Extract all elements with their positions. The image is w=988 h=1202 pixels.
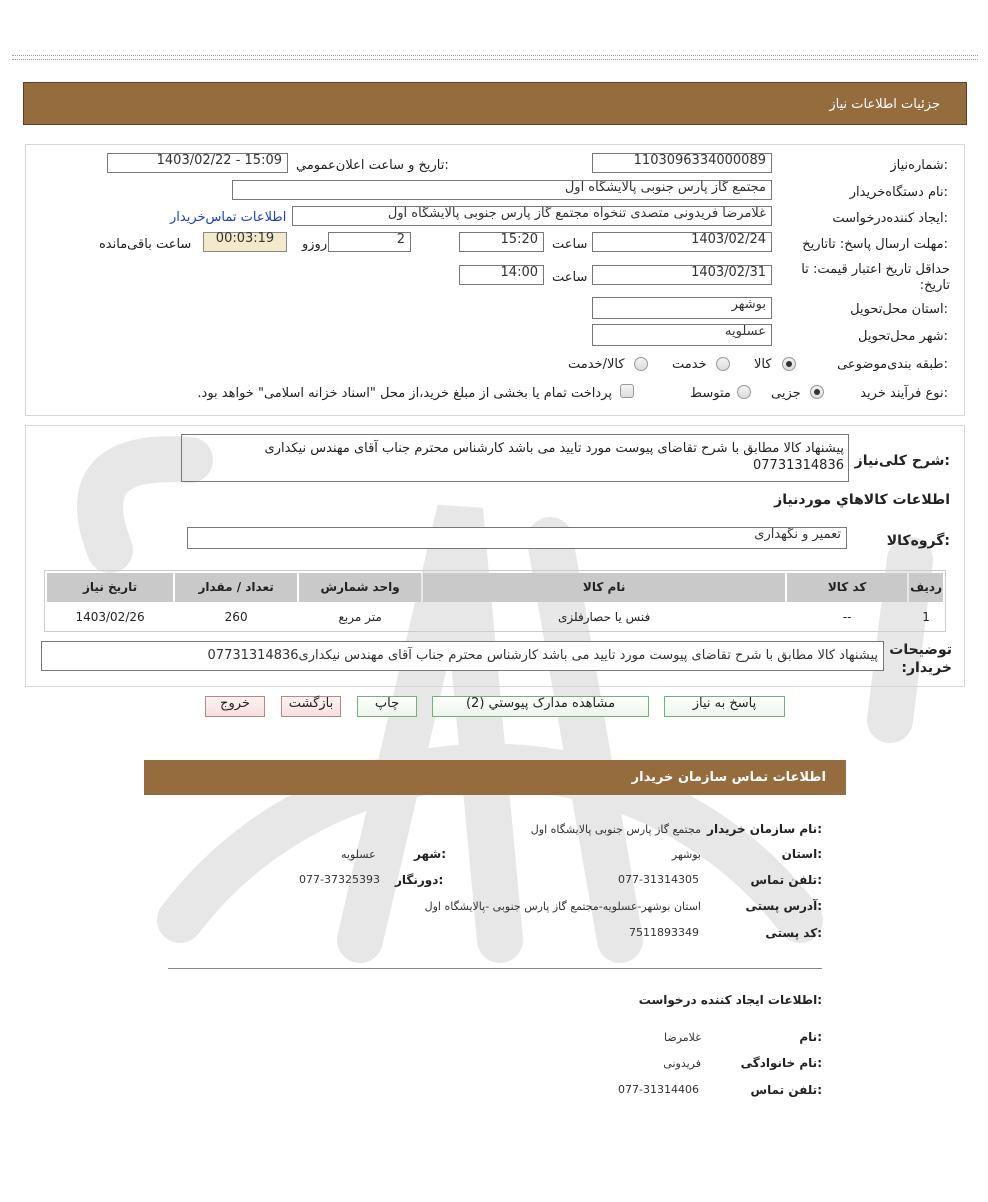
goods-table (45, 571, 945, 632)
remaining-label: ساعت باقی‌مانده (99, 237, 192, 252)
contact-postal-label: کد پستی: (765, 926, 822, 940)
deadline-date-field: 1403/02/24 (592, 232, 772, 252)
page-title: جزئیات اطلاعات نیاز (829, 97, 940, 112)
contact-header (144, 760, 846, 795)
contact-address-value: استان بوشهر-عسلویه-مجتمع گاز پارس جنوبی -پالایشگاه اول (424, 900, 701, 913)
creator-first-name-value: غلامرضا (664, 1031, 701, 1044)
contact-city-label: شهر: (414, 847, 446, 861)
price-validity-label: حداقل تاریخ اعتبار قیمت: تا تاریخ: (801, 262, 950, 293)
announce-label: تاریخ و ساعت اعلان‌عمومي: (296, 158, 449, 173)
payment-note: پرداخت تمام یا بخشی از مبلغ خرید،از محل "اسناد خزانه اسلامی" خواهد بود. (197, 386, 612, 401)
col-code: کد کالا (787, 573, 907, 602)
creator-last-name-value: فریدونی (663, 1057, 701, 1070)
days-label: روزو (302, 237, 328, 252)
process-option-medium: متوسط (690, 386, 731, 401)
price-validity-time: 14:00 (459, 265, 544, 285)
category-radio-service[interactable] (716, 357, 730, 371)
creator-field: غلامرضا فریدونی متصدی تنخواه مجتمع گاز پارس جنوبی پالایشگاه اول (292, 206, 772, 226)
col-name: نام کالا (423, 573, 785, 602)
contact-city-value: عسلویه (341, 848, 376, 861)
buyer-contact-link[interactable]: اطلاعات تماس‌خریدار (170, 210, 287, 225)
cell-code: -- (842, 610, 852, 624)
buyer-notes-field: پیشنهاد کالا مطابق با شرح تقاضای پیوست مورد تایید می باشد کارشناس محترم جناب آقای مهندس نیکداری07731314836 (41, 641, 884, 671)
contact-title: اطلاعات تماس سازمان خریدار (631, 770, 826, 785)
price-validity-hour-label: ساعت (552, 270, 588, 285)
contact-org-label: نام سازمان خریدار: (707, 822, 822, 836)
remaining-time: 00:03:19 (203, 232, 287, 252)
col-unit: واحد شمارش (299, 573, 421, 602)
cell-unit: متر مربع (338, 610, 382, 624)
table-row (47, 604, 943, 630)
process-label: نوع فرآیند خرید: (860, 386, 948, 401)
category-label: طبقه بندی‌موضوعی: (837, 357, 948, 372)
creator-phone-value: 077-31314406 (618, 1083, 699, 1096)
summary-box (181, 434, 849, 482)
category-option-goods: کالا (754, 357, 772, 372)
summary-line-2: 07731314836 (753, 458, 844, 473)
buyer-org-label: نام دستگاه‌خریدار: (849, 185, 948, 200)
contact-address-label: آدرس پستی: (745, 899, 822, 913)
category-option-service: خدمت (672, 357, 707, 372)
cell-name: فنس یا حصارفلزی (557, 610, 651, 624)
province-field: بوشهر (592, 297, 772, 319)
province-label: استان محل‌تحویل: (850, 302, 948, 317)
contact-province-value: بوشهر (671, 848, 701, 861)
contact-phone-label: تلفن تماس: (750, 873, 822, 887)
goods-info-heading: اطلاعات کالاهاي موردنیاز (774, 492, 950, 508)
contact-fax-label: دورنگار: (395, 873, 444, 887)
page-header (23, 82, 967, 125)
contact-phone-value: 077-31314305 (618, 873, 699, 886)
back-button[interactable]: بازگشت (281, 696, 341, 717)
exit-button[interactable]: خروج (205, 696, 265, 717)
creator-info-heading: اطلاعات ایجاد کننده درخواست: (638, 993, 822, 1007)
deadline-time-field: 15:20 (459, 232, 544, 252)
summary-label: شرح کلی‌نیاز: (854, 453, 950, 469)
contact-postal-value: 7511893349 (629, 926, 699, 939)
need-number-label: شماره‌نیاز: (890, 158, 948, 173)
process-radio-medium[interactable] (737, 385, 751, 399)
category-radio-goods[interactable] (782, 357, 796, 371)
top-divider (12, 55, 978, 60)
view-documents-button[interactable]: مشاهده مدارک پیوستي (2) (432, 696, 649, 717)
print-button[interactable]: چاپ (357, 696, 417, 717)
contact-org-value: مجتمع گاز پارس جنوبی پالایشگاه اول (530, 823, 701, 836)
col-date: تاریخ نیاز (47, 573, 173, 602)
category-radio-both[interactable] (634, 357, 648, 371)
contact-fax-value: 077-37325393 (299, 873, 380, 886)
deadline-hour-label: ساعت (552, 237, 588, 252)
category-option-both: کالا/خدمت (568, 357, 625, 372)
contact-divider (168, 968, 822, 969)
contact-province-label: استان: (781, 847, 822, 861)
price-validity-date: 1403/02/31 (592, 265, 772, 285)
city-field: عسلویه (592, 324, 772, 346)
col-qty: تعداد / مقدار (175, 573, 297, 602)
goods-table-frame (44, 570, 946, 632)
goods-group-field: تعمیر و نگهداری (187, 527, 847, 549)
creator-label: ایجاد کننده‌درخواست: (832, 211, 948, 226)
cell-row: 1 (922, 610, 930, 624)
cell-qty: 260 (224, 610, 248, 624)
need-number-field: 1103096334000089 (592, 153, 772, 173)
goods-table-header (47, 573, 943, 602)
announce-field: 1403/02/22 - 15:09 (107, 153, 288, 173)
creator-last-name-label: نام خانوادگی: (740, 1056, 822, 1070)
reply-button[interactable]: پاسخ به نیاز (664, 696, 785, 717)
goods-group-label: گروه‌کالا: (886, 533, 950, 549)
process-radio-minor[interactable] (810, 385, 824, 399)
buyer-notes-label: توضیحات خریدار: (889, 642, 952, 676)
creator-phone-label: تلفن تماس: (750, 1083, 822, 1097)
city-label: شهر محل‌تحویل: (858, 329, 948, 344)
col-row: ردیف (909, 573, 943, 602)
buyer-org-field: مجتمع گاز پارس جنوبی پالایشگاه اول (232, 180, 772, 200)
creator-first-name-label: نام: (799, 1030, 822, 1044)
process-option-minor: جزیی (771, 386, 801, 401)
days-field: 2 (328, 232, 411, 252)
treasury-checkbox[interactable] (620, 384, 634, 398)
deadline-label: مهلت ارسال پاسخ: تاتاریخ: (802, 237, 948, 252)
summary-line-1: پیشنهاد کالا مطابق با شرح تقاضای پیوست مورد تایید می باشد کارشناس محترم جناب آقای مهندس نیکداری (264, 441, 844, 456)
cell-date: 1403/02/26 (75, 610, 145, 624)
